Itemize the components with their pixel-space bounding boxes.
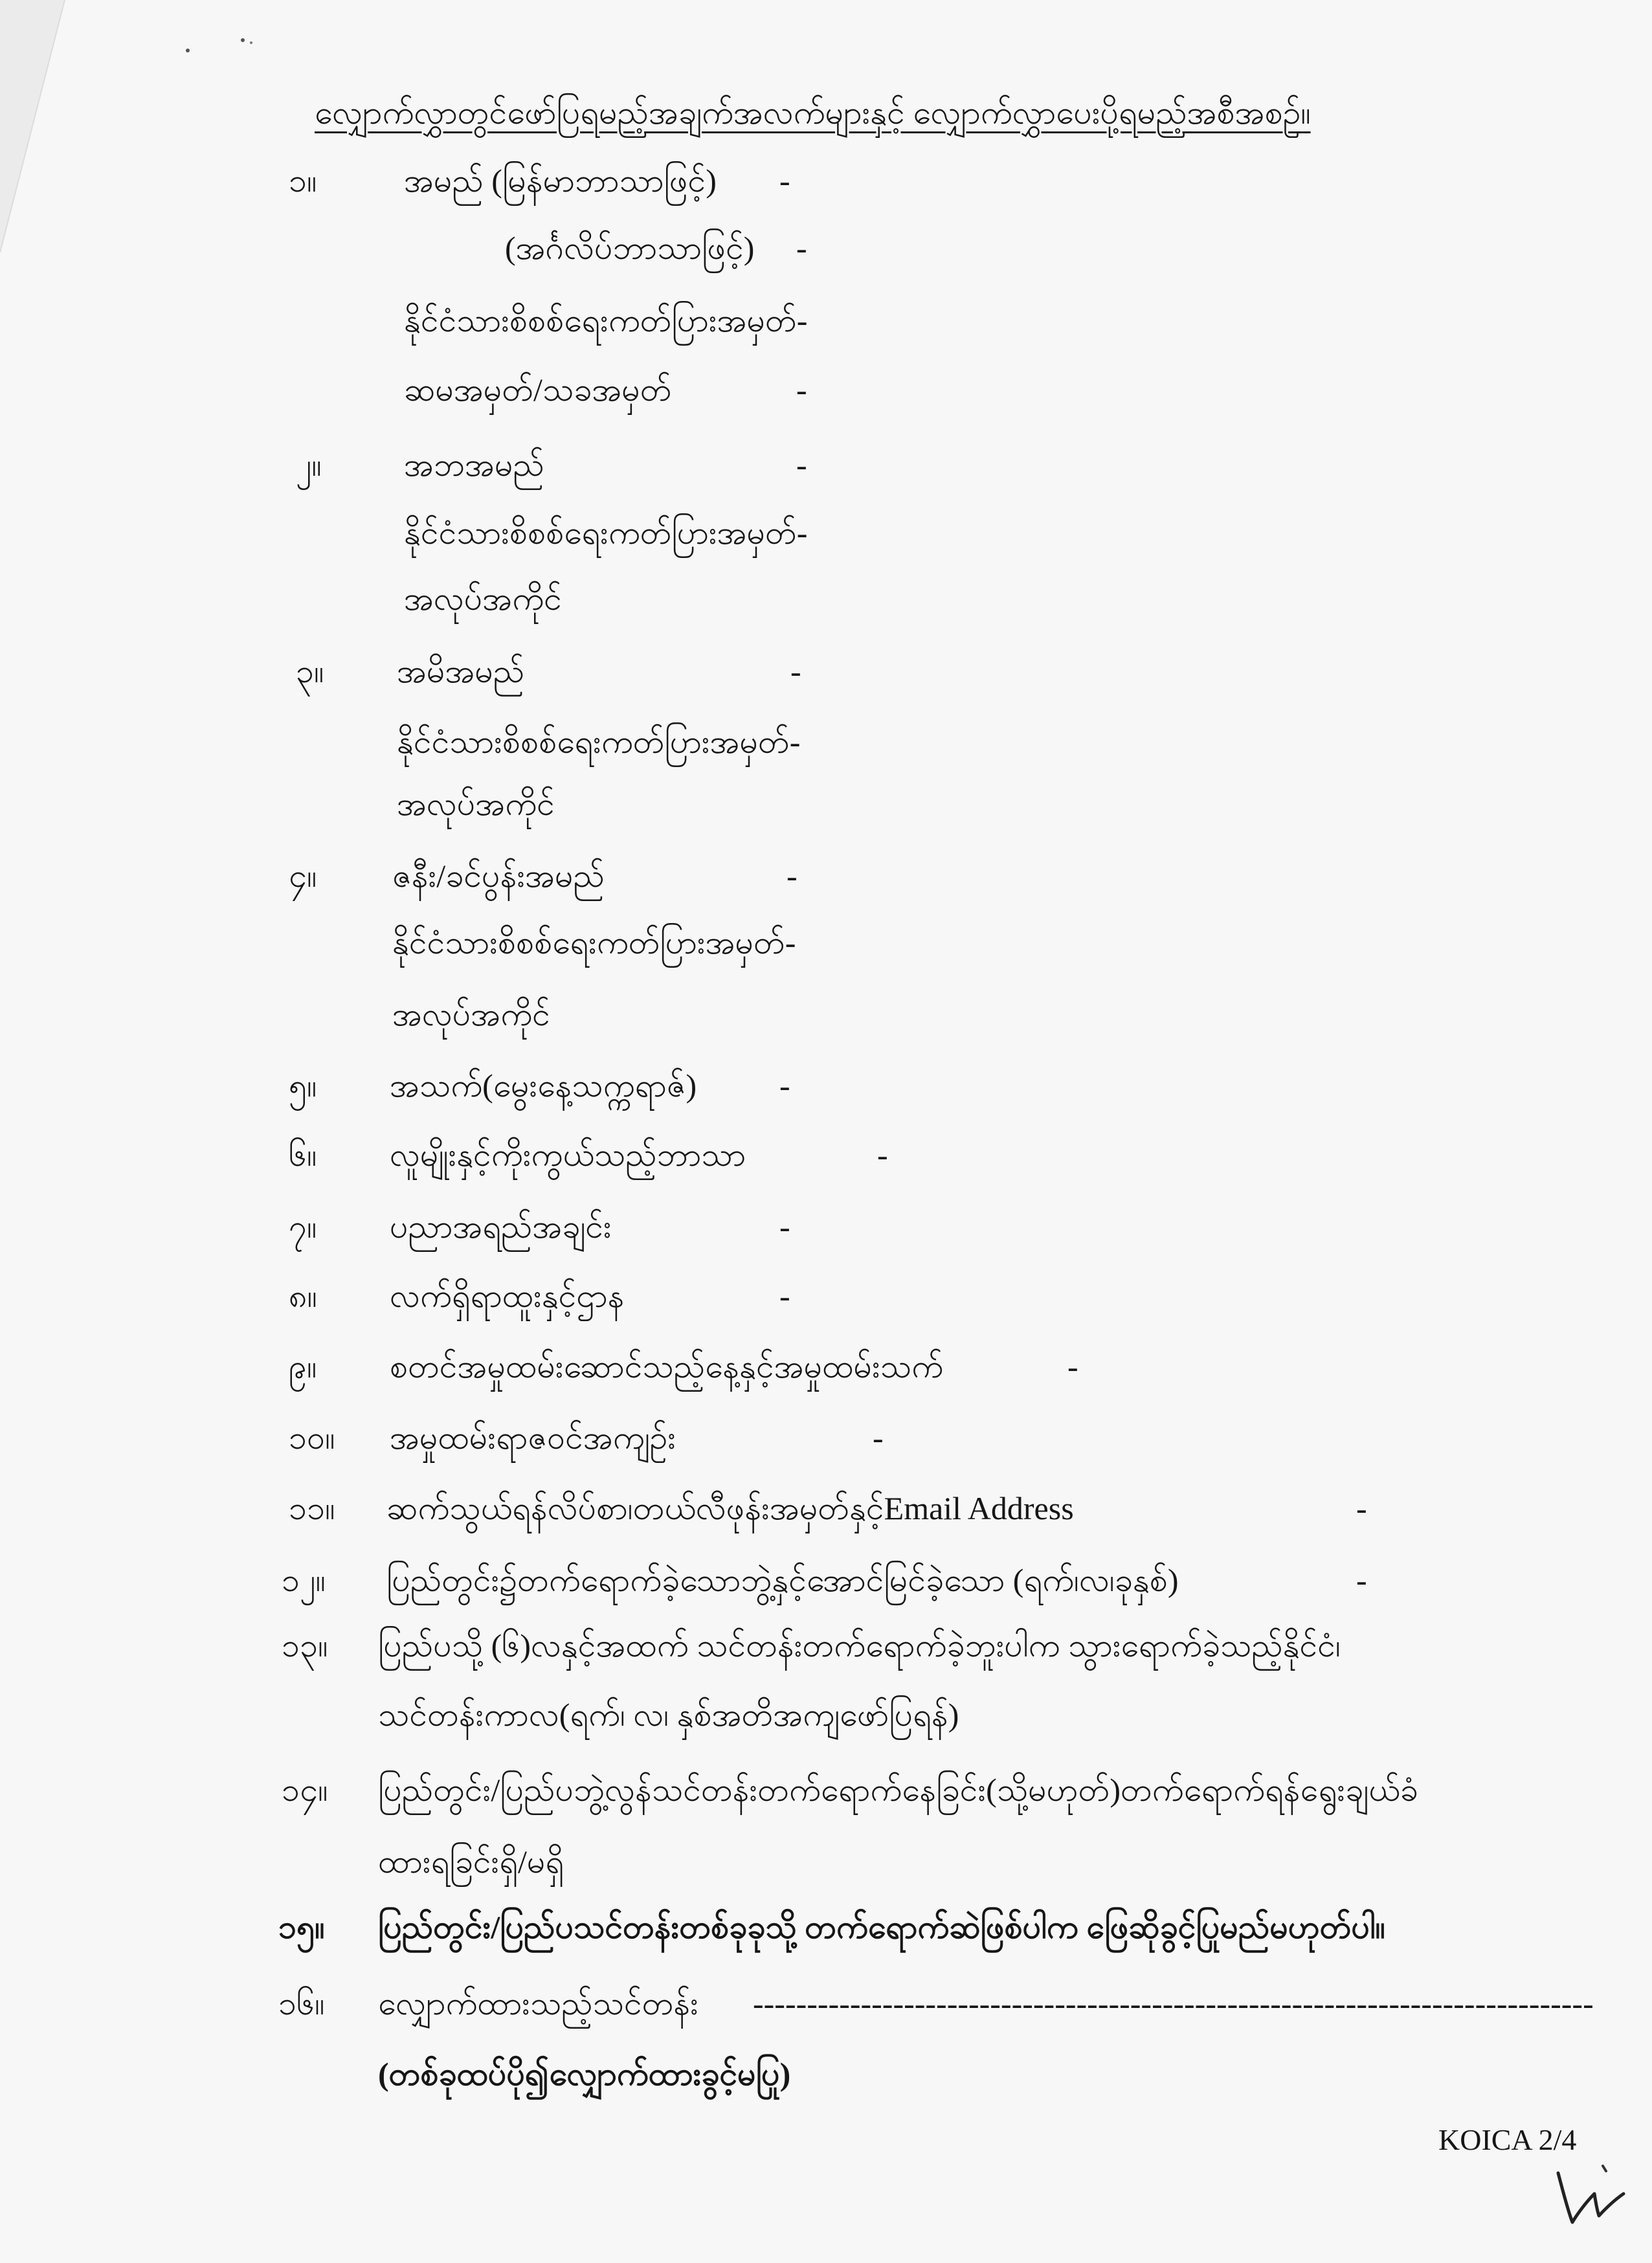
form-item-16	[0, 1983, 1652, 2024]
scan-specks	[175, 32, 259, 58]
form-item-1-english-name	[0, 227, 1652, 269]
item-number: ၈။	[289, 1278, 317, 1314]
field-label-name-myanmar: အမည် (မြန်မာဘာသာဖြင့်)	[404, 162, 717, 199]
field-label-nrc-number: နိုင်ငံသားစိစစ်ရေးကတ်ပြားအမှတ်-	[397, 724, 801, 760]
item-number: ၁၃။	[282, 1627, 328, 1664]
form-item-2-occupation	[0, 578, 1652, 619]
form-item-1-staff-id	[0, 369, 1652, 410]
footer-row	[0, 2119, 1652, 2161]
field-label-nrc-number: နိုင်ငံသားစိစစ်ရေးကတ်ပြားအမှတ်-	[404, 302, 808, 339]
field-separator: -	[779, 1278, 790, 1314]
item-number: ၁၆။	[278, 1985, 325, 2022]
field-separator: -	[779, 162, 790, 199]
field-label-local-degrees: ပြည်တွင်း၌တက်ရောက်ခဲ့သောဘွဲ့နှင့်အောင်မြင်ခဲ့သော (ရက်၊လ၊ခုနှစ်)	[386, 1562, 1179, 1598]
field-label-staff-id: ဆမအမှတ်/သခအမှတ်	[404, 372, 672, 408]
form-item-3-nrc	[0, 721, 1652, 763]
item-number: ၁၄။	[282, 1772, 328, 1808]
form-item-11	[0, 1488, 1652, 1529]
field-label-occupation: အလုပ်အကိုင်	[404, 581, 562, 617]
field-separator: -	[873, 1420, 884, 1456]
field-separator: -	[779, 1067, 790, 1104]
field-label-name-english: (အင်္ဂလိပ်ဘာသာဖြင့်)	[505, 230, 755, 266]
form-item-6	[0, 1134, 1652, 1176]
field-label-age-dob: အသက်(မွေးနေ့သက္ကရာဇ်)	[390, 1067, 697, 1104]
item-number: ၇။	[289, 1209, 317, 1245]
field-label-education: ပညာအရည်အချင်း	[390, 1209, 612, 1245]
item-number: ၁၀။	[289, 1420, 335, 1456]
item-number: ၉။	[289, 1348, 317, 1385]
field-label-father-name: အဘအမည်	[404, 447, 544, 483]
field-label-postgraduate-status: ပြည်တွင်း/ပြည်ပဘွဲ့လွန်သင်တန်းတက်ရောက်နေခြင်း(သို့မဟုတ်)တက်ရောက်ရန်ရွေးချယ်ခံ	[378, 1772, 1418, 1808]
field-separator: -	[1356, 1562, 1367, 1598]
form-item-1	[0, 160, 1652, 201]
item-number: ၁။	[289, 162, 317, 199]
form-item-9	[0, 1346, 1652, 1387]
field-label-occupation: အလုပ်အကိုင်	[397, 786, 555, 822]
field-separator: -	[877, 1137, 888, 1173]
form-item-8	[0, 1275, 1652, 1317]
field-separator: -	[796, 447, 807, 483]
item-number: ၁၁။	[289, 1490, 335, 1526]
eligibility-notice: ပြည်တွင်း/ပြည်ပသင်တန်းတစ်ခုခုသို့ တက်ရောက်ဆဲဖြစ်ပါက ဖြေဆိုခွင့်ပြုမည်မဟုတ်ပါ။	[378, 1909, 1385, 1945]
form-item-2	[0, 444, 1652, 485]
form-item-10	[0, 1417, 1652, 1458]
form-item-14-cont	[0, 1841, 1652, 1882]
field-label-mother-name: အမိအမည်	[397, 653, 525, 689]
item-number: ၃။	[296, 653, 324, 689]
form-item-12	[0, 1559, 1652, 1601]
field-label-service-start-date: စတင်အမှုထမ်းဆောင်သည့်နေ့နှင့်အမှုထမ်းသက်	[390, 1348, 944, 1385]
form-item-4-nrc	[0, 922, 1652, 963]
form-item-4	[0, 855, 1652, 897]
item-number: ၁၂။	[282, 1562, 326, 1598]
item-number: ၆။	[289, 1137, 317, 1173]
form-item-2-nrc	[0, 512, 1652, 553]
field-label-occupation: အလုပ်အကိုင်	[392, 996, 550, 1032]
field-label-contact-details: ဆက်သွယ်ရန်လိပ်စာ၊တယ်လီဖုန်းအမှတ်နှင့်Email Address	[386, 1490, 1074, 1526]
form-item-1-nrc	[0, 300, 1652, 341]
form-item-7	[0, 1206, 1652, 1247]
field-separator: -	[796, 372, 807, 408]
field-label-nrc-number: နိုင်ငံသားစိစစ်ရေးကတ်ပြားအမှတ်-	[404, 515, 808, 551]
field-label-spouse-name: ဇနီး/ခင်ပွန်းအမည်	[392, 858, 605, 894]
handwritten-initial-mark	[1541, 2156, 1644, 2240]
form-item-4-occupation	[0, 994, 1652, 1035]
field-label-postgraduate-status-cont: ထားရခြင်းရှိ/မရှိ	[378, 1844, 564, 1880]
single-application-note: (တစ်ခုထပ်ပို၍လျှောက်ထားခွင့်မပြု)	[378, 2056, 791, 2092]
title-row	[0, 92, 1652, 133]
form-item-14	[0, 1769, 1652, 1811]
field-label-service-history: အမှုထမ်းရာဇဝင်အကျဉ်း	[390, 1420, 676, 1456]
field-separator: -	[779, 1209, 790, 1245]
item-number: ၂။	[296, 447, 322, 483]
field-label-nrc-number: နိုင်ငံသားစိစစ်ရေးကတ်ပြားအမှတ်-	[392, 924, 796, 961]
form-item-5	[0, 1065, 1652, 1106]
document-title: လျှောက်လွှာတွင်ဖော်ပြရမည့်အချက်အလက်များနှင့် လျှောက်လွှာပေးပို့ရမည့်အစီအစဉ်။	[315, 95, 1311, 131]
field-label-ethnicity-religion: လူမျိုးနှင့်ကိုးကွယ်သည့်ဘာသာ	[390, 1137, 746, 1173]
page-reference: KOICA 2/4	[1438, 2123, 1577, 2156]
form-item-3	[0, 651, 1652, 692]
form-item-15	[0, 1906, 1652, 1948]
field-separator: -	[787, 858, 798, 894]
item-number: ၅။	[289, 1067, 317, 1104]
field-separator: -	[790, 653, 801, 689]
field-label-training-period: သင်တန်းကာလ(ရက်၊ လ၊ နှစ်အတိအကျဖော်ပြရန်)	[378, 1697, 959, 1733]
field-separator: -	[796, 230, 807, 266]
item-number: ၄။	[289, 858, 317, 894]
fill-in-blank-line: ------------------------------------------------------------------------------	[753, 1985, 1594, 2022]
form-item-3-occupation	[0, 783, 1652, 825]
form-item-13-period	[0, 1694, 1652, 1735]
field-separator: -	[1356, 1490, 1367, 1526]
field-separator: -	[1067, 1348, 1078, 1385]
form-item-13	[0, 1625, 1652, 1666]
field-label-position-department: လက်ရှိရာထူးနှင့်ဌာန	[390, 1278, 625, 1314]
form-item-16-note	[0, 2053, 1652, 2095]
field-label-applied-course: လျှောက်ထားသည့်သင်တန်း	[378, 1985, 698, 2022]
item-number: ၁၅။	[278, 1909, 325, 1945]
field-label-overseas-training: ပြည်ပသို့ (၆)လနှင့်အထက် သင်တန်းတက်ရောက်ခဲ့ဘူးပါက သွားရောက်ခဲ့သည့်နိုင်ငံ၊	[378, 1627, 1341, 1664]
